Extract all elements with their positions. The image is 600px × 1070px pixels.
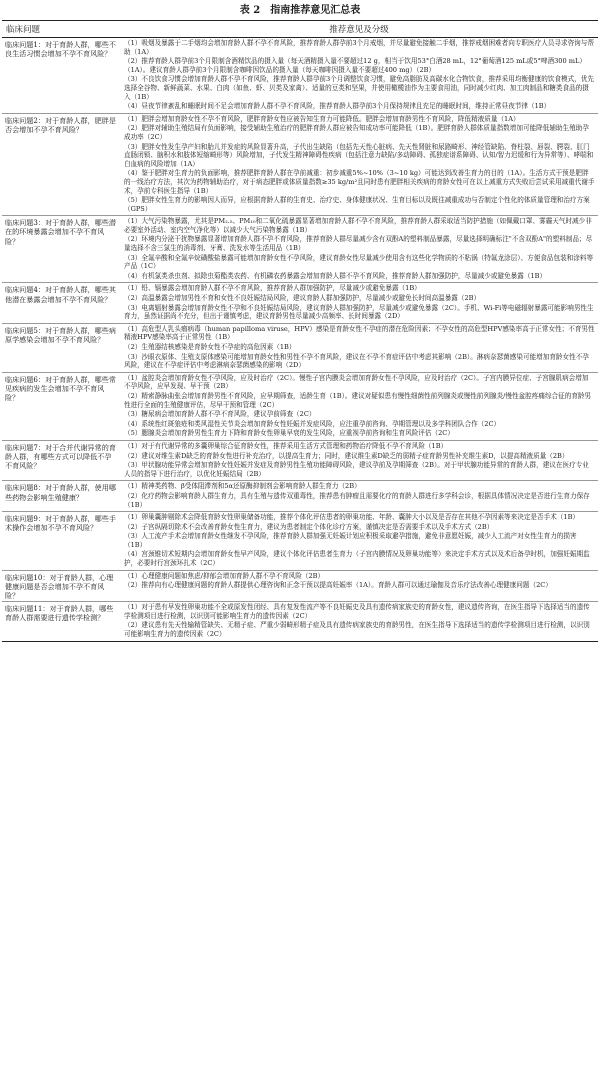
clinical-question: 临床问题7：对于合并代谢异常的育龄人群，有哪些方式可以降低不孕不育风险？ bbox=[2, 440, 120, 480]
recommendation-item: （3）不良饮食习惯会增加育龄人群不孕不育风险，推荐育龄人群孕前3个月调整饮食习惯，避免高脂肪及高碳水化合物饮食，推荐采用均衡健康的饮食模式，优先选择全谷物、新鲜蔬菜、水果、白肉（如鱼、虾、贝类及家禽）、适量的豆类和坚果，并使用橄榄油作为主要食用油，同时减少红肉、加工肉制品和糖类食品的摄入（1B） bbox=[124, 75, 594, 101]
recommendation-item: （3）甲状腺功能异常会增加育龄女性妊娠并发症及育龄男性生殖功能障碍风险，建议孕前及孕期筛查（2B）。对于甲状腺功能异常的育龄人群，建议在医疗专业人员的指导下进行治疗，以优化妊娠结局（2B） bbox=[124, 461, 589, 478]
recommendation-item: （1）肥胖会增加育龄女性不孕不育风险，肥胖育龄女性应被告知生育力可能降低。肥胖会增加育龄男性不育风险，降低精液质量（1A） bbox=[124, 114, 520, 123]
table-body bbox=[2, 38, 598, 641]
recommendation-item: （5）肥胖女性生育力的影响因人而异，应根据育龄人群的生育史、治疗史、身体健康状况、生育目标以及既往减重成功与否制定个性化的体质量管理和治疗方案（GPS） bbox=[124, 196, 590, 213]
recommendation-item: （1）铅、镉暴露会增加育龄人群不孕不育风险，推荐育龄人群加强防护，尽量减少或避免暴露（1B） bbox=[124, 284, 421, 293]
recommendation-item: （4）有机氯类杀虫剂、拟除虫菊酯类农药、有机磷农药暴露会增加育龄人群不孕不育风险，推荐育龄人群加强防护，尽量减少或避免暴露（1B） bbox=[124, 271, 547, 280]
recommendation-cell bbox=[120, 602, 598, 641]
table-row bbox=[2, 481, 598, 512]
recommendation-item: （3）沙眼衣原体、生殖支原体感染可能增加育龄女性和男性不孕不育风险，建议在不孕不育症评估中考虑其影响（2B）。淋病奈瑟菌感染可能增加育龄女性不孕风险，建议在不孕症评估中考虑淋病奈瑟菌感染的影响（2D） bbox=[124, 352, 589, 370]
recommendation-item: （1）精神类药物、β受体阻滞剂和5α还原酶抑制剂会影响育龄人群生育力（2B） bbox=[124, 482, 361, 491]
table-row bbox=[2, 38, 598, 114]
recommendation-table bbox=[2, 20, 598, 641]
clinical-question: 临床问题1：对于育龄人群，哪些不良生活习惯会增加不孕不育风险？ bbox=[2, 38, 120, 114]
recommendation-item: （4）系统性红斑狼疮和类风湿性关节炎会增加育龄女性妊娠并发症风险，应注重孕前咨询、孕期管理以及多学科团队合作（2C） bbox=[124, 419, 501, 428]
header-recommendation: 推荐意见及分级 bbox=[120, 21, 598, 38]
recommendation-item: （2）环境内分泌干扰物暴露显著增加育龄人群不孕不育风险，推荐育龄人群尽量减少含有双酚A的塑料制品暴露，尽量选择明确标注"不含双酚A"的塑料制品；尽量选择不含三氯生的消毒剂、牙膏、洗发水等生活用品（1B） bbox=[124, 235, 593, 253]
clinical-question: 临床问题2：对于育龄人群，肥胖是否会增加不孕不育风险？ bbox=[2, 113, 120, 216]
table-row bbox=[2, 512, 598, 571]
table-caption bbox=[0, 0, 600, 20]
recommendation-cell bbox=[120, 283, 598, 323]
table-row bbox=[2, 113, 598, 216]
table-row bbox=[2, 602, 598, 641]
recommendation-item: （1）吸烟及暴露于二手烟均会增加育龄人群不孕不育风险，推荐育龄人群孕前3个月戒烟，并尽量避免接触二手烟，推荐戒烟困难者向专职医疗人员寻求咨询与帮助（1A） bbox=[124, 39, 594, 56]
recommendation-item: （3）肥胖女性发生孕产妇和胎儿并发症的风险显著升高，子代出生缺陷（包括先天性心脏病、先天性肾脏和尿路畸形、神经管缺陷、脊柱裂、唇裂、腭裂、肛门直肠闭锁、脑积水和肢体短缩畸形等）风险增加，子代发生精神障碍性疾病（包括注意力缺陷/多动障碍、孤独症谱系障碍、认知/智力迟缓和行为异常等）、哮喘和白血病的风险增加（1A） bbox=[124, 142, 594, 168]
recommendation-cell bbox=[120, 512, 598, 571]
table-row bbox=[2, 440, 598, 480]
recommendation-cell bbox=[120, 216, 598, 283]
table-header-row bbox=[2, 21, 598, 38]
recommendation-item: （2）高温暴露会增加男性不育和女性不良妊娠结局风险，建议育龄人群加强防护，尽量减少或避免长时间高温暴露（2B） bbox=[124, 294, 481, 303]
table-label: 表 2 bbox=[239, 5, 261, 16]
table-row bbox=[2, 372, 598, 440]
recommendation-cell bbox=[120, 38, 598, 114]
recommendation-item: （5）腮腺炎会增加育龄男性生育力下降和育龄女性卵巢早衰的发生风险，应重视孕前咨询和生育风险评估（2C） bbox=[124, 429, 454, 438]
recommendation-item: （1）对于患有早发性卵巢功能不全或原发性闭经、具有复发性流产等不良妊娠史及具有遗传病家族史的育龄女性，建议遗传咨询，在医生指导下选择适当的遗传学检测项目进行检测，以识别可能影响生育力的遗传因素（2C） bbox=[124, 603, 590, 620]
table-bottom-rule bbox=[2, 641, 598, 642]
clinical-question: 临床问题5：对于育龄人群，哪些病原学感染会增加不孕不育风险？ bbox=[2, 323, 120, 372]
clinical-question: 临床问题11：对于育龄人群，哪些育龄人群需要进行遗传学检测？ bbox=[2, 602, 120, 641]
recommendation-item: （4）昼夜节律紊乱和睡眠时间不足会增加育龄人群不孕不育风险，推荐育龄人群孕前3个月保持规律且充足的睡眠时间，维持正常昼夜节律（1B） bbox=[124, 102, 551, 111]
recommendation-item: （4）鉴于肥胖对生育力的负面影响，推荐肥胖育龄人群在孕前减重：初步减重5%~10%（3~10 kg）可能达到改善生育力的目的（1A）。生活方式干预是肥胖的一线治疗方法，其次为药物辅助治疗，对于病态肥胖或体质量指数≥35 kg/m²且同时患有肥胖相关疾病的育龄女性可在以上减重方式失败后尝试采用减重代谢手术，孕前专科医生指导（1B） bbox=[124, 169, 595, 195]
recommendation-item: （2）化疗药物会影响育龄人群生育力，具有生殖与遗传双重毒性，推荐患有肿瘤且需要化疗的育龄人群进行多学科会诊，根据具体情况决定是否进行生育力保存（1B） bbox=[124, 491, 590, 509]
recommendation-item: （3）全氟辛酸和全氟辛烷磺酸盐暴露可能增加育龄女性不孕风险，建议育龄女性尽量减少使用含有这些化学物质的不粘锅（特氟龙涂层）、方便食品包装和涂料等产品（1C） bbox=[124, 253, 594, 271]
recommendation-cell bbox=[120, 113, 598, 216]
recommendation-item: （1）大气污染物暴露，尤其是PM₂.₅、PM₁₀和二氧化硫暴露显著增加育龄人群不孕不育风险，推荐育龄人群采取适当防护措施（如佩戴口罩、雾霾天气时减少非必要室外活动、室内空气净化等）以减少大气污染物暴露（1B） bbox=[124, 217, 592, 234]
recommendation-item: （4）宫颈锥切术短期内会增加育龄女性早产风险，建议个体化评估患者生育力（子宫内膜情况及卵巢功能等）来决定手术方式以及术后备孕时机，加强妊娠期监护，必要时行宫颈环扎术（2C） bbox=[124, 550, 590, 568]
table-row bbox=[2, 216, 598, 283]
recommendation-item: （1）卵巢囊肿剔除术会降低育龄女性卵巢储备功能，推荐个体化评估患者的卵巢功能、年龄、囊肿大小以及是否存在其他不孕因素等来决定是否手术（1B） bbox=[124, 513, 580, 522]
clinical-question: 临床问题8：对于育龄人群，使用哪些药物会影响生殖健康？ bbox=[2, 481, 120, 512]
recommendation-item: （3）电离辐射暴露会增加育龄女性不孕和不良妊娠结局风险，建议育龄人群加强防护，尽量减少或避免暴露（2C）。手机、Wi-Fi等电磁辐射暴露可能影响男性生育力，虽然证据尚不充分，但出于谨慎考虑，建议育龄男性尽量减少高频率、长时间暴露（2D） bbox=[124, 303, 594, 321]
recommendation-item: （3）人工流产手术会增加育龄女性继发不孕风险，推荐育龄人群加强无妊娠计划应积极采取避孕措施，避免非意愿妊娠，减少人工流产对女性生育力的损害（1B） bbox=[124, 532, 577, 549]
recommendation-item: （2）精索静脉曲张会增加育龄男性不育风险，应早期筛查，适龄生育（1B）。建议对疑似患有慢性细菌性前列腺炎或慢性前列腺炎/慢性盆腔疼痛综合征的育龄男性进行全面的生殖健康评估，尽早干预和管理（2C） bbox=[124, 391, 592, 409]
recommendation-cell bbox=[120, 440, 598, 480]
recommendation-item: （1）对于有代谢异常的多囊卵巢综合征育龄女性，推荐采用生活方式管理和药物治疗降低不孕不育风险（1B） bbox=[124, 441, 448, 450]
clinical-question: 临床问题9：对于育龄人群，哪些手术操作会增加不孕不育风险？ bbox=[2, 512, 120, 571]
recommendation-item: （2）肥胖对辅助生殖结局有负面影响，接受辅助生殖治疗的肥胖育龄人群应被告知成功率可能降低（1B）。肥胖育龄人群体质量指数增加可能降低辅助生殖助孕成功率（2C） bbox=[124, 124, 589, 141]
recommendation-cell bbox=[120, 481, 598, 512]
clinical-question: 临床问题10：对于育龄人群，心理健康问题是否会增加不孕不育风险？ bbox=[2, 570, 120, 602]
recommendation-item: （2）建议对维生素D缺乏的育龄女性进行补充治疗，以提高生育力；同时，建议维生素D缺乏的弱精子症育龄男性补充维生素D，以提高精液质量（2B） bbox=[124, 451, 569, 460]
recommendation-item: （1）盆腔炎会增加育龄女性不孕风险，应及时治疗（2C）。慢性子宫内膜炎会增加育龄女性不孕风险，应及时治疗（2C）。子宫内膜异位症、子宫腺肌病会增加不孕风险，应早发现、早干预（2B） bbox=[124, 373, 589, 391]
recommendation-cell bbox=[120, 372, 598, 440]
recommendation-item: （1）高危型人乳头瘤病毒（human papilloma viruse，HPV）感染是育龄女性不孕症的潜在危险因素；不孕女性的高危型HPV感染率高于正常女性；不育男性精液HPV感染率高于正常男性（1B） bbox=[124, 324, 595, 342]
table-row bbox=[2, 323, 598, 372]
clinical-question: 临床问题4：对于育龄人群，哪些其他潜在暴露会增加不孕不育风险？ bbox=[2, 283, 120, 323]
recommendation-cell bbox=[120, 323, 598, 372]
table-row bbox=[2, 283, 598, 323]
recommendation-item: （2）建议患有先天性输精管缺失、无精子症、严重少弱畸形精子症及具有遗传病家族史的育龄男性，在医生指导下选择适当的遗传学检测项目进行检测，以识别可能影响生育力的遗传因素（2C） bbox=[124, 621, 590, 639]
recommendation-item: （2）推荐育龄人群孕前3个月限制含酒精饮品的摄入量（每天酒精摄入量不要超过12 g，相当于饮用53°白酒28 mL，12°葡萄酒125 mL或5°啤酒300 mL）（1A）。建议育龄人群孕前3个月限制含咖啡因饮品的摄入量（每天咖啡因摄入量不要超过400 mg）（2B） bbox=[124, 57, 586, 74]
table-title: 指南推荐意见汇总表 bbox=[270, 5, 361, 16]
recommendation-item: （1）心理健康问题如焦虑/抑郁会增加育龄人群不孕不育风险（2B） bbox=[124, 571, 325, 580]
clinical-question: 临床问题3：对于育龄人群，哪些潜在的环境暴露会增加不孕不育风险？ bbox=[2, 216, 120, 283]
table-row bbox=[2, 570, 598, 602]
clinical-question: 临床问题6：对于育龄人群，哪些常见疾病的发生会增加不孕不育风险？ bbox=[2, 372, 120, 440]
recommendation-item: （2）推荐向有心理健康问题的育龄人群提供心理咨询和正念干预以提高妊娠率（1A）。育龄人群可以通过瑜伽及音乐疗法改善心理健康问题（2C） bbox=[124, 581, 552, 590]
recommendation-item: （2）生殖器结核感染是育龄女性不孕症的高危因素（1B） bbox=[124, 343, 296, 351]
header-clinical-question: 临床问题 bbox=[2, 21, 120, 38]
recommendation-cell bbox=[120, 570, 598, 602]
recommendation-item: （2）子宫纵隔切除术不会改善育龄女性生育力，建议为患者制定个体化诊疗方案，谨慎决定是否需要手术以及手术方式（2B） bbox=[124, 522, 494, 531]
recommendation-item: （3）糖尿病会增加育龄人群不孕不育风险，建议孕前筛查（2C） bbox=[124, 410, 316, 419]
